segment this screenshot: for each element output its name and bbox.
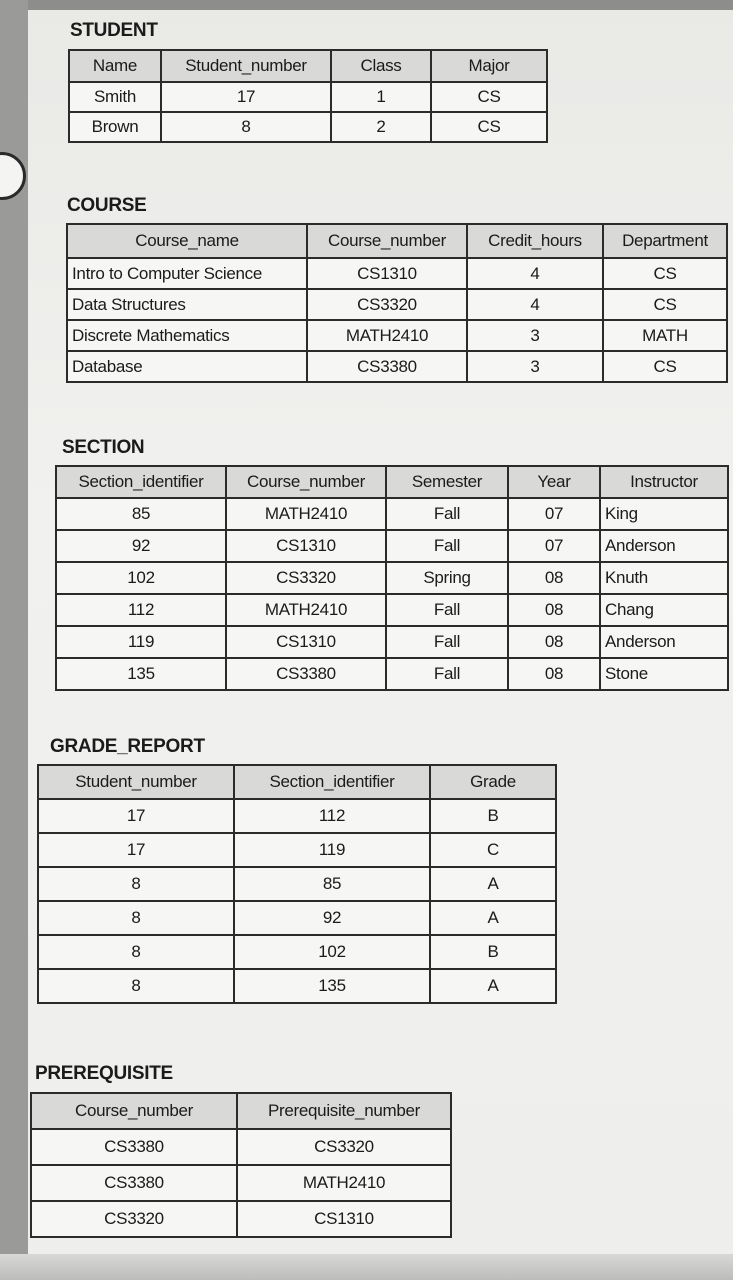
table-cell: 17 [161,82,331,112]
course-title: COURSE [67,195,147,216]
table-cell: CS [603,351,727,382]
prerequisite-table [30,1092,452,1238]
table-cell: CS1310 [226,530,386,562]
table-cell: 8 [161,112,331,142]
table-cell: 8 [38,867,234,901]
table-cell: Data Structures [67,289,307,320]
table-cell: 08 [508,626,600,658]
table-cell: 3 [467,320,603,351]
table-row [38,969,556,1003]
table-cell: Stone [600,658,728,690]
table-cell: CS3380 [31,1165,237,1201]
table-cell: MATH2410 [237,1165,451,1201]
column-header: Student_number [161,50,331,82]
table-cell: 112 [234,799,430,833]
table-cell: Spring [386,562,508,594]
column-header: Course_number [307,224,467,258]
table-cell: 119 [56,626,226,658]
table-cell: Brown [69,112,161,142]
table-cell: 85 [234,867,430,901]
table-cell: 3 [467,351,603,382]
course-table [66,223,728,383]
table-cell: 92 [234,901,430,935]
table-cell: 135 [234,969,430,1003]
table-cell: CS3320 [31,1201,237,1237]
table-cell: Knuth [600,562,728,594]
column-header: Section_identifier [56,466,226,498]
table-cell: A [430,901,556,935]
table-cell: Fall [386,530,508,562]
table-header-row [67,224,727,258]
column-header: Semester [386,466,508,498]
table-cell: Anderson [600,626,728,658]
column-header: Class [331,50,431,82]
table-header-row [69,50,547,82]
column-header: Student_number [38,765,234,799]
table-row [67,289,727,320]
table-cell: Smith [69,82,161,112]
column-header: Grade [430,765,556,799]
table-cell: 112 [56,594,226,626]
table-cell: 17 [38,833,234,867]
table-row [56,658,728,690]
table-cell: Database [67,351,307,382]
table-row [31,1129,451,1165]
table-cell: CS3320 [226,562,386,594]
table-cell: 4 [467,289,603,320]
table-cell: 8 [38,901,234,935]
table-row [38,799,556,833]
column-header: Course_number [31,1093,237,1129]
table-cell: King [600,498,728,530]
table-cell: 17 [38,799,234,833]
table-cell: CS3320 [307,289,467,320]
student-title: STUDENT [70,20,158,41]
column-header: Year [508,466,600,498]
column-header: Credit_hours [467,224,603,258]
table-cell: CS [431,82,547,112]
table-cell: 07 [508,498,600,530]
table-row [69,82,547,112]
table-cell: CS [603,289,727,320]
table-cell: C [430,833,556,867]
table-cell: Discrete Mathematics [67,320,307,351]
column-header: Course_name [67,224,307,258]
table-cell: 102 [56,562,226,594]
page-bottom-edge [0,1254,733,1280]
table-cell: Chang [600,594,728,626]
table-cell: Fall [386,658,508,690]
table-cell: CS3380 [226,658,386,690]
table-cell: Fall [386,498,508,530]
table-row [38,867,556,901]
grade-report-table [37,764,557,1004]
table-cell: Anderson [600,530,728,562]
table-cell: 119 [234,833,430,867]
table-cell: Intro to Computer Science [67,258,307,289]
column-header: Prerequisite_number [237,1093,451,1129]
column-header: Major [431,50,547,82]
table-cell: MATH2410 [226,594,386,626]
table-row [67,258,727,289]
table-cell: 07 [508,530,600,562]
table-header-row [56,466,728,498]
table-row [31,1165,451,1201]
table-cell: Fall [386,594,508,626]
table-cell: B [430,935,556,969]
table-row [69,112,547,142]
table-cell: 135 [56,658,226,690]
table-header-row [31,1093,451,1129]
table-cell: MATH2410 [307,320,467,351]
table-cell: A [430,969,556,1003]
table-row [56,594,728,626]
section-table [55,465,729,691]
table-cell: 102 [234,935,430,969]
table-row [38,833,556,867]
table-row [67,320,727,351]
table-header-row [38,765,556,799]
table-cell: CS1310 [226,626,386,658]
table-cell: CS3380 [307,351,467,382]
table-cell: MATH2410 [226,498,386,530]
table-cell: A [430,867,556,901]
table-row [67,351,727,382]
table-row [38,935,556,969]
table-cell: 85 [56,498,226,530]
table-cell: 1 [331,82,431,112]
table-cell: CS3380 [31,1129,237,1165]
table-cell: CS [603,258,727,289]
table-cell: CS1310 [307,258,467,289]
prerequisite-title: PREREQUISITE [35,1063,173,1084]
table-cell: B [430,799,556,833]
table-cell: 08 [508,594,600,626]
student-table [68,49,548,143]
table-cell: 08 [508,562,600,594]
table-cell: CS [431,112,547,142]
page-top-edge [28,0,733,10]
table-cell: CS3320 [237,1129,451,1165]
table-cell: 8 [38,935,234,969]
table-cell: Fall [386,626,508,658]
column-header: Name [69,50,161,82]
column-header: Instructor [600,466,728,498]
grade-report-title: GRADE_REPORT [50,736,205,757]
table-cell: 2 [331,112,431,142]
section-title: SECTION [62,437,145,458]
table-row [31,1201,451,1237]
table-row [56,562,728,594]
table-row [38,901,556,935]
table-cell: 4 [467,258,603,289]
column-header: Course_number [226,466,386,498]
column-header: Department [603,224,727,258]
table-row [56,626,728,658]
table-cell: 08 [508,658,600,690]
table-row [56,530,728,562]
table-cell: 8 [38,969,234,1003]
table-cell: MATH [603,320,727,351]
table-cell: CS1310 [237,1201,451,1237]
column-header: Section_identifier [234,765,430,799]
table-row [56,498,728,530]
table-cell: 92 [56,530,226,562]
